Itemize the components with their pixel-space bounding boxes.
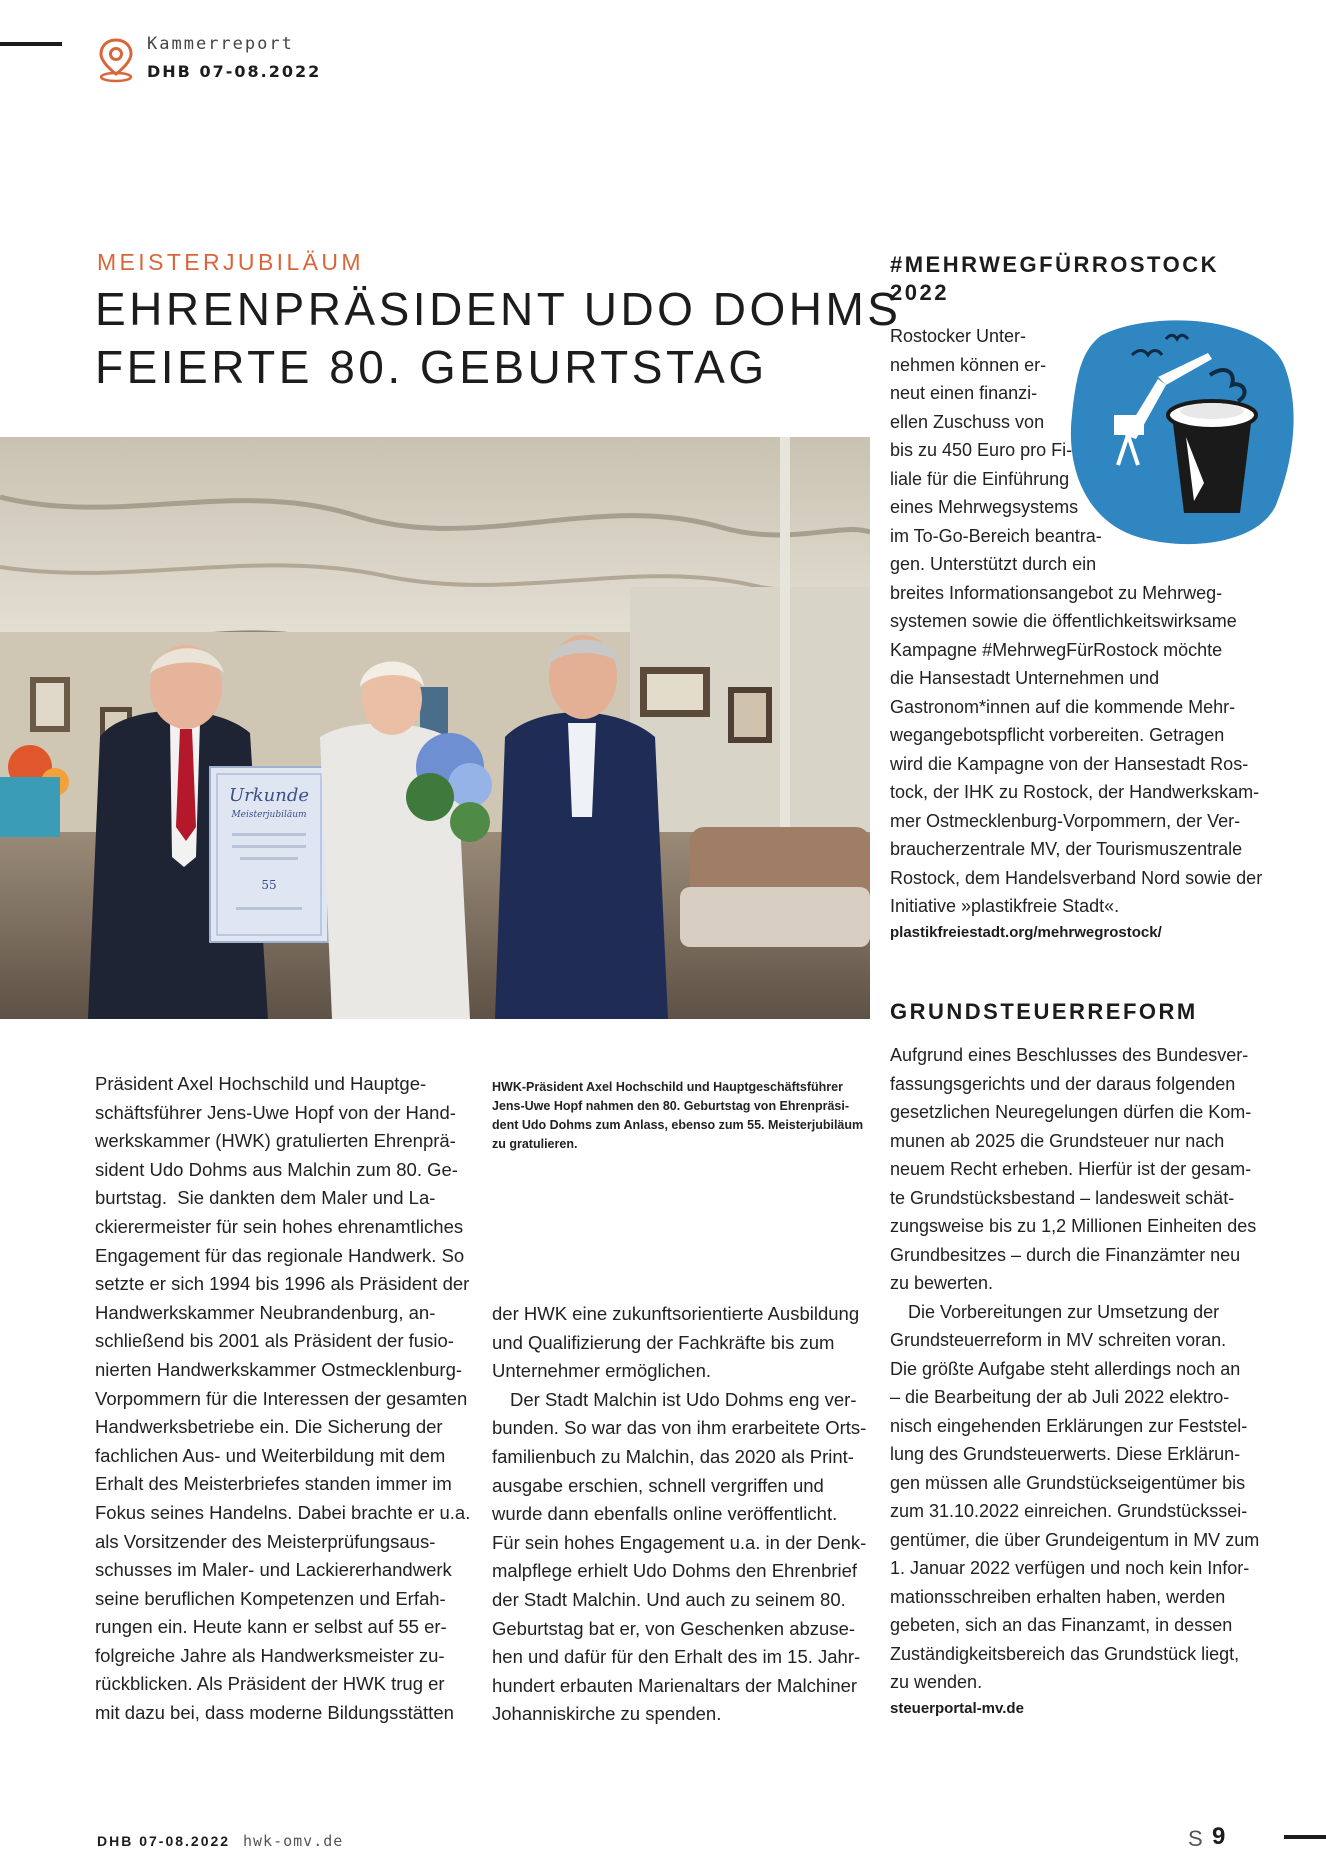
header-rule bbox=[0, 42, 62, 46]
article-column-2 bbox=[492, 1300, 872, 1729]
body-line: als Vorsitzender des Meisterprüfungsaus- bbox=[95, 1530, 436, 1552]
sidebar-line: lung des Grundsteuerwerts. Diese Erklärun- bbox=[890, 1444, 1241, 1464]
body-line: Präsident Axel Hochschild und Hauptge- bbox=[95, 1073, 427, 1094]
sidebar-line: braucherzentrale MV, der Tourismuszentrale bbox=[890, 839, 1243, 859]
sidebar-line: zu bewerten. bbox=[890, 1273, 994, 1293]
sidebar-line: gentümer, die über Grundeigentum in MV zum bbox=[890, 1529, 1260, 1550]
sidebar-line: gen müssen alle Grundstückseigentümer bis bbox=[890, 1472, 1246, 1493]
sidebar-line: gen. Unterstützt durch ein bbox=[890, 554, 1097, 574]
body-line: wurde dann ebenfalls online veröffentlicht. bbox=[492, 1503, 838, 1525]
sidebar-line: mer Ostmecklenburg-Vorpommern, der Ver- bbox=[890, 810, 1241, 831]
body-line: ckierermeister für sein hohes ehrenamtliches bbox=[95, 1215, 464, 1237]
sidebar-line: mationsschreiben erhalten haben, werden bbox=[890, 1586, 1226, 1607]
body-line: Erhalt des Meisterbriefes standen immer im bbox=[95, 1473, 452, 1495]
body-line: und Qualifizierung der Fachkräfte bis zum bbox=[492, 1331, 835, 1353]
article-column-1 bbox=[95, 1070, 475, 1728]
body-line: schließend bis 2001 als Präsident der fusio- bbox=[95, 1330, 454, 1352]
body-line: Der Stadt Malchin ist Udo Dohms eng ver- bbox=[510, 1388, 857, 1410]
footer-issue: DHB 07-08.2022 bbox=[97, 1833, 231, 1849]
sidebar-line: Initiative »plastikfreie Stadt«. bbox=[890, 896, 1120, 916]
body-line: schäftsführer Jens-Uwe Hopf von der Hand- bbox=[95, 1101, 456, 1123]
body-line: bunden. So war das von ihm erarbeitete Orts- bbox=[492, 1417, 867, 1439]
footer-website[interactable]: hwk-omv.de bbox=[243, 1832, 344, 1850]
sidebar-line: Kampagne #MehrwegFürRostock möchte bbox=[890, 639, 1223, 660]
location-pin-icon bbox=[96, 36, 136, 84]
sidebar-grundsteuer-body bbox=[890, 1041, 1290, 1697]
headline-line: FEIERTE 80. GEBURTSTAG bbox=[95, 341, 768, 393]
page-number: 9 bbox=[1212, 1823, 1226, 1850]
body-line: Geburtstag bat er, von Geschenken abzuse- bbox=[492, 1617, 856, 1639]
body-line: mit dazu bei, dass moderne Bildungsstätten bbox=[95, 1702, 454, 1724]
sidebar-line: 1. Januar 2022 verfügen und noch kein Infor- bbox=[890, 1558, 1250, 1578]
sidebar-line: nehmen können er- bbox=[890, 354, 1047, 375]
sidebar-line: Rostocker Unter- bbox=[890, 326, 1027, 346]
sidebar-mehrweg-intro bbox=[890, 322, 1102, 550]
sidebar-line: fassungsgerichts und der daraus folgenden bbox=[890, 1073, 1236, 1094]
steuerportal-link[interactable]: steuerportal-mv.de bbox=[890, 1700, 1024, 1717]
body-line: folgreiche Jahre als Handwerksmeister zu- bbox=[95, 1644, 445, 1666]
sidebar-line: neut einen finanzi- bbox=[890, 383, 1038, 403]
body-line: seine beruflichen Kompetenzen und Erfah- bbox=[95, 1587, 446, 1609]
certificate-subtitle: Meisterjubiläum bbox=[231, 810, 307, 820]
sidebar-line: wegangebotspflicht vorbereiten. Getragen bbox=[890, 725, 1225, 745]
section-label: Kammerreport bbox=[147, 34, 294, 54]
sidebar-line: Rostock, dem Handelsverband Nord sowie der bbox=[890, 867, 1263, 888]
sidebar-line: zungsweise bis zu 1,2 Millionen Einheiten des bbox=[890, 1216, 1257, 1236]
footer-rule bbox=[1284, 1835, 1326, 1839]
body-line: werkskammer (HWK) gratulierten Ehrenprä- bbox=[95, 1130, 456, 1152]
reusable-cup-illustration bbox=[1062, 315, 1298, 551]
article-photo bbox=[0, 437, 870, 1019]
sidebar-line: systemen sowie die öffentlichkeitswirksame bbox=[890, 611, 1237, 631]
sidebar-line: neuem Recht erheben. Hierfür ist der gesam- bbox=[890, 1159, 1252, 1179]
sidebar-line: Die größte Aufgabe steht allerdings noch an bbox=[890, 1358, 1241, 1379]
mehrweg-link[interactable]: plastikfreiestadt.org/mehrwegrostock/ bbox=[890, 924, 1162, 941]
certificate-title: Urkunde bbox=[228, 785, 310, 806]
sidebar-line: – die Bearbeitung der ab Juli 2022 elektro- bbox=[890, 1387, 1230, 1407]
sidebar-line: zu wenden. bbox=[890, 1672, 983, 1692]
sidebar-line: Grundbesitzes – durch die Finanzämter neu bbox=[890, 1244, 1241, 1265]
body-line: burtstag. Sie dankten dem Maler und La- bbox=[95, 1187, 436, 1209]
body-line: Vorpommern für die Interessen der gesamten bbox=[95, 1387, 468, 1409]
body-line: Engagement für das regionale Handwerk. So bbox=[95, 1244, 465, 1266]
sidebar-line: breites Informationsangebot zu Mehrweg- bbox=[890, 582, 1223, 603]
sidebar-mehrweg-body bbox=[890, 550, 1290, 921]
caption-line: HWK-Präsident Axel Hochschild und Hauptgeschäftsführer bbox=[492, 1080, 843, 1094]
body-line: familienbuch zu Malchin, das 2020 als Print- bbox=[492, 1445, 854, 1467]
sidebar-line: bis zu 450 Euro pro Fi- bbox=[890, 440, 1073, 460]
sidebar-line: Zuständigkeitsbereich das Grundstück liegt, bbox=[890, 1643, 1240, 1664]
article-headline bbox=[95, 280, 902, 396]
sidebar-line: Aufgrund eines Beschlusses des Bundesver- bbox=[890, 1045, 1249, 1065]
body-line: fachlichen Aus- und Weiterbildung mit dem bbox=[95, 1444, 446, 1466]
body-line: hundert erbauten Marienaltars der Malchiner bbox=[492, 1674, 858, 1696]
sidebar-mehrweg-title bbox=[890, 251, 1290, 307]
sidebar-line: munen ab 2025 die Grundsteuer nur nach bbox=[890, 1130, 1225, 1151]
sidebar-line: im To-Go-Bereich beantra- bbox=[890, 525, 1102, 546]
sidebar-grundsteuer-title: GRUNDSTEUERREFORM bbox=[890, 999, 1198, 1024]
headline-line: EHRENPRÄSIDENT UDO DOHMS bbox=[95, 283, 902, 335]
body-line: rungen ein. Heute kann er selbst auf 55 er- bbox=[95, 1616, 447, 1638]
photo-caption bbox=[492, 1078, 864, 1154]
sidebar-title-line: 2022 bbox=[890, 280, 949, 305]
body-line: Handwerkskammer Neubrandenburg, an- bbox=[95, 1301, 436, 1323]
body-line: rückblicken. Als Präsident der HWK trug er bbox=[95, 1673, 445, 1695]
page-prefix: S bbox=[1188, 1826, 1203, 1851]
sidebar-line: liale für die Einführung bbox=[890, 468, 1070, 489]
body-line: Unternehmer ermöglichen. bbox=[492, 1360, 712, 1382]
sidebar-line: die Hansestadt Unternehmen und bbox=[890, 668, 1160, 688]
sidebar-line: zum 31.10.2022 einreichen. Grundstückssei- bbox=[890, 1501, 1248, 1521]
body-line: Für sein hohes Engagement u.a. in der Denk- bbox=[492, 1531, 867, 1553]
body-line: schusses im Maler- und Lackiererhandwerk bbox=[95, 1559, 452, 1581]
sidebar-line: ellen Zuschuss von bbox=[890, 411, 1045, 432]
body-line: Handwerksbetriebe ein. Die Sicherung der bbox=[95, 1416, 443, 1438]
sidebar-line: Die Vorbereitungen zur Umsetzung der bbox=[908, 1301, 1220, 1322]
caption-line: zu gratulieren. bbox=[492, 1137, 578, 1151]
sidebar-line: gesetzlichen Neuregelungen dürfen die Kom- bbox=[890, 1102, 1252, 1122]
sidebar-line: Grundsteuerreform in MV schreiten voran. bbox=[890, 1330, 1227, 1350]
sidebar-line: wird die Kampagne von der Hansestadt Ros- bbox=[890, 753, 1249, 774]
sidebar-title-line: #MEHRWEGFÜRROSTOCK bbox=[890, 252, 1219, 277]
certificate-number: 55 bbox=[261, 878, 277, 892]
sidebar-line: Gastronom*innen auf die kommende Mehr- bbox=[890, 696, 1236, 717]
caption-line: dent Udo Dohms zum Anlass, ebenso zum 55. Meisterjubiläum bbox=[492, 1118, 864, 1132]
issue-label: DHB 07-08.2022 bbox=[147, 62, 322, 81]
body-line: setzte er sich 1994 bis 1996 als Präsident der bbox=[95, 1273, 470, 1295]
article-kicker: MEISTERJUBILÄUM bbox=[97, 249, 364, 275]
body-line: hen und dafür für den Erhalt des im 15. Jahr- bbox=[492, 1646, 861, 1668]
body-line: nierten Handwerkskammer Ostmecklenburg- bbox=[95, 1358, 463, 1380]
body-line: der HWK eine zukunftsorientierte Ausbildung bbox=[492, 1303, 860, 1324]
body-line: der Stadt Malchin. Und auch zu seinem 80. bbox=[492, 1588, 846, 1610]
body-line: Johanniskirche zu spenden. bbox=[492, 1703, 722, 1725]
sidebar-line: eines Mehrwegsystems bbox=[890, 497, 1079, 517]
sidebar-line: nisch eingehenden Erklärungen zur Feststel- bbox=[890, 1415, 1248, 1436]
sidebar-line: gebeten, sich an das Finanzamt, in dessen bbox=[890, 1615, 1233, 1635]
body-line: ausgabe erschien, schnell vergriffen und bbox=[492, 1474, 824, 1496]
caption-line: Jens-Uwe Hopf nahmen den 80. Geburtstag von Ehrenpräsi- bbox=[492, 1099, 850, 1113]
sidebar-line: tock, der IHK zu Rostock, der Handwerkskam- bbox=[890, 782, 1260, 802]
body-line: Fokus seines Handelns. Dabei brachte er u.a. bbox=[95, 1501, 471, 1523]
sidebar-line: te Grundstücksbestand – landesweit schät- bbox=[890, 1187, 1235, 1208]
body-line: malpflege erhielt Udo Dohms den Ehrenbrief bbox=[492, 1560, 858, 1582]
body-line: sident Udo Dohms aus Malchin zum 80. Ge- bbox=[95, 1158, 458, 1180]
